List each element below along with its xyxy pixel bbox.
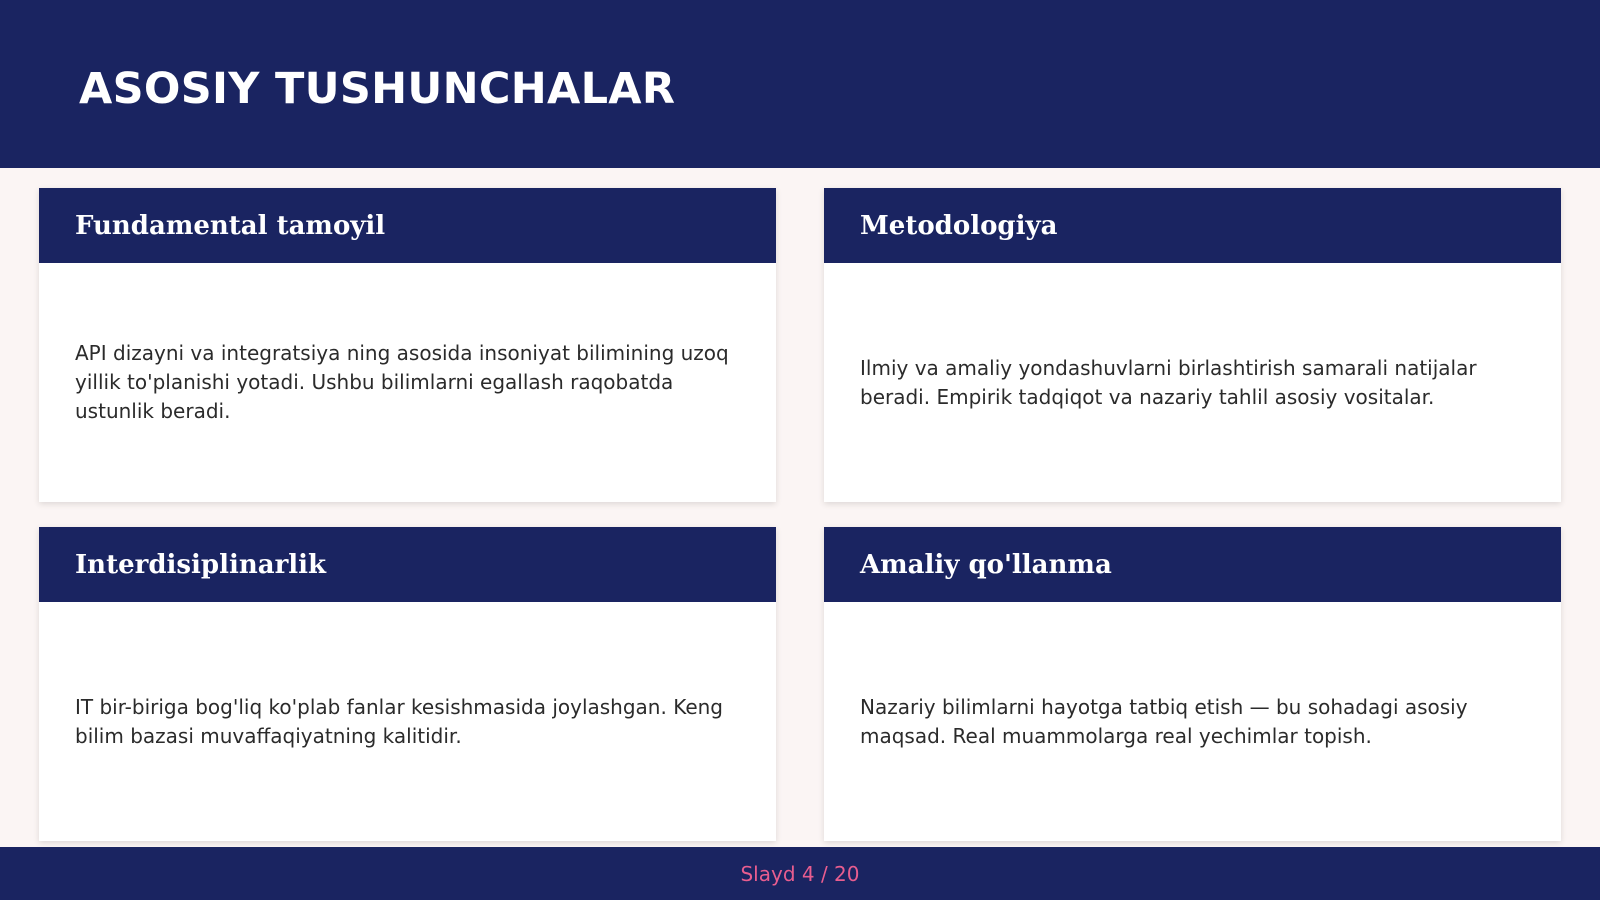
card-interdisciplinarity: [39, 527, 776, 841]
card-title: Metodologiya: [860, 210, 1058, 241]
page-title: ASOSIY TUSHUNCHALAR: [79, 64, 676, 114]
card-text: API dizayni va integratsiya ning asosida insoniyat bilimining uzoq yillik to'planishi yotadi. Ushbu bilimlarni egallash raqobatda ustunlik beradi.: [75, 341, 729, 423]
card-practical-guide: [824, 527, 1561, 841]
card-header: [39, 188, 776, 263]
card-body: [39, 602, 776, 841]
card-title: Amaliy qo'llanma: [860, 549, 1112, 580]
card-text: Ilmiy va amaliy yondashuvlarni birlashtirish samarali natijalar beradi. Empirik tadqiqot va nazariy tahlil asosiy vositalar.: [860, 355, 1477, 409]
card-text: Nazariy bilimlarni hayotga tatbiq etish — bu sohadagi asosiy maqsad. Real muammolarga real yechimlar topish.: [860, 694, 1468, 748]
card-title: Interdisiplinarlik: [75, 549, 327, 580]
card-methodology: [824, 188, 1561, 502]
card-header: [39, 527, 776, 602]
card-header: [824, 527, 1561, 602]
card-body: [824, 263, 1561, 502]
card-title: Fundamental tamoyil: [75, 210, 386, 241]
card-text: IT bir-biriga bog'liq ko'plab fanlar kesishmasida joylashgan. Keng bilim bazasi muvaffaqiyatning kalitidir.: [75, 694, 723, 748]
header-bar: [0, 0, 1600, 168]
concept-cards-grid: [39, 188, 1561, 841]
slide-counter: Slayd 4 / 20: [740, 861, 860, 886]
card-body: [824, 602, 1561, 841]
footer-bar: [0, 847, 1600, 900]
card-fundamental-principle: [39, 188, 776, 502]
card-header: [824, 188, 1561, 263]
card-body: [39, 263, 776, 502]
